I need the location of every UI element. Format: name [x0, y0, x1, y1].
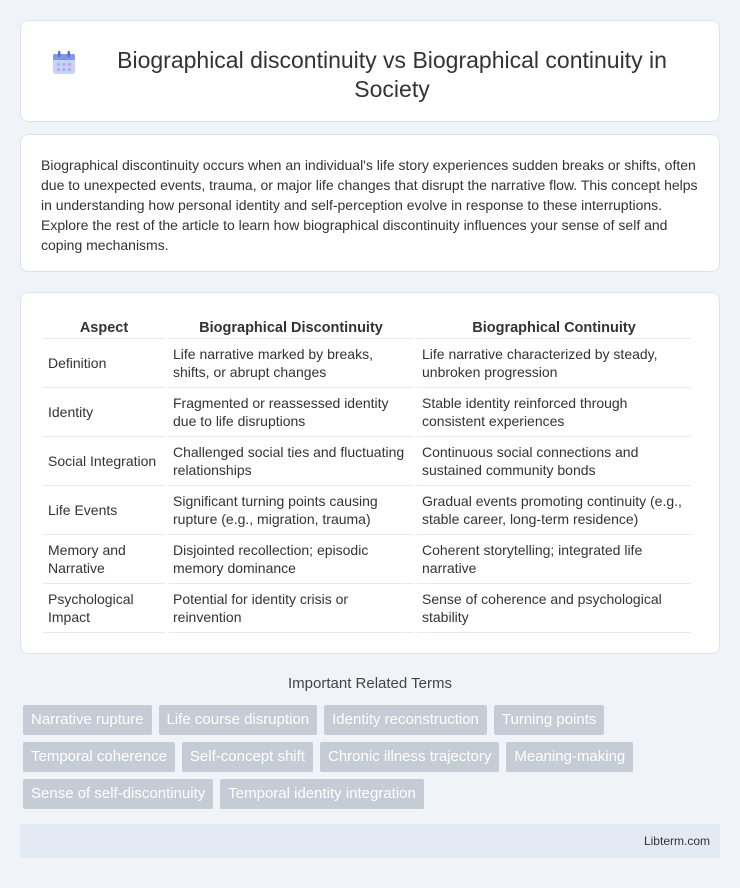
table-header-row	[43, 313, 691, 339]
tag-row	[23, 779, 723, 809]
related-terms-heading: Important Related Terms	[288, 675, 452, 692]
related-term-tag[interactable]: Meaning-making	[506, 742, 633, 772]
page-title: Biographical discontinuity vs Biographical continuity in Society	[117, 47, 667, 102]
row-continuity: Sense of coherence and psychological stability	[417, 584, 691, 633]
row-continuity: Coherent storytelling; integrated life narrative	[417, 535, 691, 584]
table-row	[43, 535, 691, 584]
row-discontinuity: Significant turning points causing rupture (e.g., migration, trauma)	[168, 486, 414, 535]
row-discontinuity: Disjointed recollection; episodic memory dominance	[168, 535, 414, 584]
footer	[20, 824, 720, 858]
row-discontinuity: Potential for identity crisis or reinvention	[168, 584, 414, 633]
table-row	[43, 388, 691, 437]
related-term-tag[interactable]: Temporal coherence	[23, 742, 175, 772]
row-continuity: Gradual events promoting continuity (e.g., stable career, long-term residence)	[417, 486, 691, 535]
row-aspect: Life Events	[43, 486, 165, 535]
table-row	[43, 437, 691, 486]
header-continuity: Biographical Continuity	[417, 313, 691, 339]
header-aspect: Aspect	[43, 313, 165, 339]
row-discontinuity: Fragmented or reassessed identity due to life disruptions	[168, 388, 414, 437]
related-term-tag[interactable]: Self-concept shift	[182, 742, 313, 772]
table-row	[43, 584, 691, 633]
related-term-tag[interactable]: Chronic illness trajectory	[320, 742, 499, 772]
row-aspect: Social Integration	[43, 437, 165, 486]
row-discontinuity: Challenged social ties and fluctuating relationships	[168, 437, 414, 486]
related-term-tag[interactable]: Life course disruption	[159, 705, 318, 735]
comparison-card	[20, 292, 720, 654]
header-discontinuity: Biographical Discontinuity	[168, 313, 414, 339]
related-term-tag[interactable]: Identity reconstruction	[324, 705, 487, 735]
footer-brand-link[interactable]: Libterm.com	[643, 834, 710, 848]
intro-paragraph: Biographical discontinuity occurs when an individual's life story experiences sudden breaks or shifts, often due to unexpected events, trauma, or major life changes that disrupt the narrative flow. This concept helps in understanding how personal identity and self-perception evolve in response to these interruptions. Explore the rest of the article to learn how biographical discontinuity influences your sense of self and coping mechanisms.	[41, 157, 698, 253]
table-row	[43, 486, 691, 535]
related-term-tag[interactable]: Turning points	[494, 705, 605, 735]
related-term-tag[interactable]: Temporal identity integration	[220, 779, 424, 809]
table-row	[43, 339, 691, 388]
title-card	[20, 20, 720, 122]
row-continuity: Life narrative characterized by steady, unbroken progression	[417, 339, 691, 388]
row-aspect: Identity	[43, 388, 165, 437]
related-terms-list	[23, 705, 723, 816]
intro-card	[20, 134, 720, 272]
related-term-tag[interactable]: Narrative rupture	[23, 705, 152, 735]
tag-row	[23, 705, 723, 735]
row-continuity: Stable identity reinforced through consistent experiences	[417, 388, 691, 437]
row-discontinuity: Life narrative marked by breaks, shifts, or abrupt changes	[168, 339, 414, 388]
row-aspect: Memory and Narrative	[43, 535, 165, 584]
row-continuity: Continuous social connections and sustained community bonds	[417, 437, 691, 486]
comparison-table	[40, 313, 694, 633]
row-aspect: Definition	[43, 339, 165, 388]
related-term-tag[interactable]: Sense of self-discontinuity	[23, 779, 213, 809]
calendar-icon	[51, 50, 77, 76]
tag-row	[23, 742, 723, 772]
row-aspect: Psychological Impact	[43, 584, 165, 633]
